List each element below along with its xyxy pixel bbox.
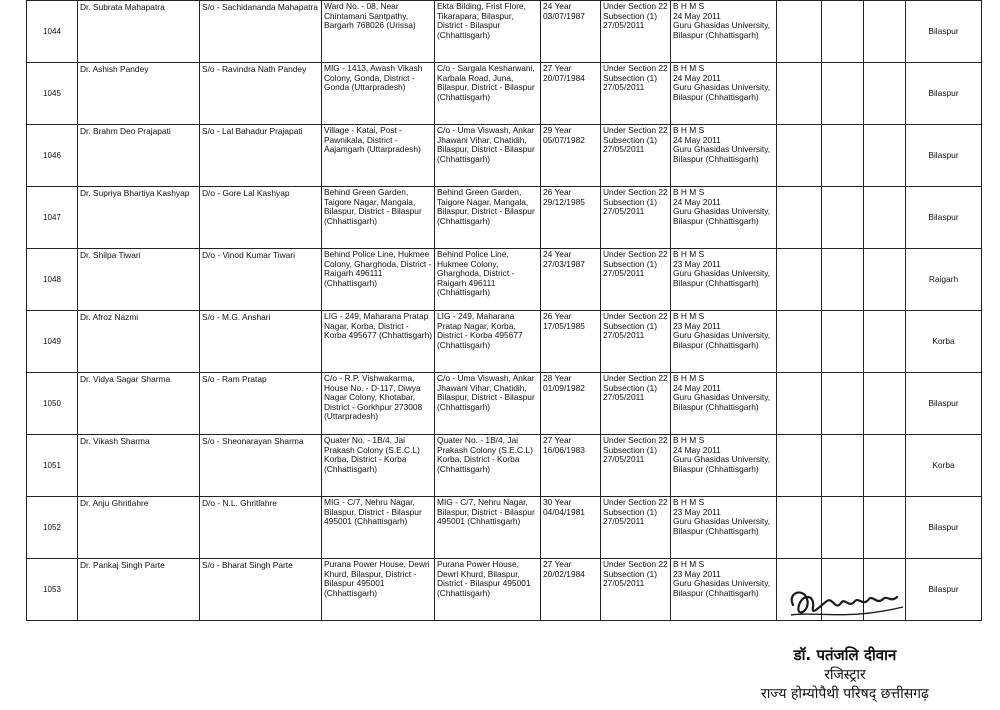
doctor-name-cell bbox=[78, 311, 200, 373]
permanent-address: Behind Police Line, Hukmee Colony, Gharghoda, District - Raigarh 496111 (Chhattisgarh) bbox=[324, 249, 432, 288]
doctor-name: Dr. Anju Ghritlahre bbox=[80, 498, 149, 508]
blank-cell-cell bbox=[864, 187, 906, 249]
qualification-cell bbox=[671, 63, 777, 125]
qualification-cell bbox=[671, 559, 777, 621]
doctor-name: Dr. Subrata Mahapatra bbox=[80, 2, 165, 12]
doctor-name: Dr. Vidya Sagar Sharma bbox=[80, 374, 171, 384]
relation-cell bbox=[200, 125, 322, 187]
blank-cell-cell bbox=[822, 497, 864, 559]
relation-cell bbox=[200, 435, 322, 497]
current-address: Purana Power House, Dewri Khurd, Bilaspur, District - Bilaspur 495001 (Chhattisgarh) bbox=[437, 559, 531, 598]
blank-cell-cell bbox=[777, 125, 822, 187]
district-cell bbox=[906, 435, 982, 497]
age-dob-age: 27 Year bbox=[543, 559, 572, 569]
table-row bbox=[27, 435, 982, 497]
registration-section-section: Under Section 22 bbox=[603, 187, 668, 197]
qualification-university: Guru Ghasidas University, Bilaspur (Chhattisgarh) bbox=[673, 392, 771, 412]
blank-cell-cell bbox=[777, 373, 822, 435]
age-dob-age: 26 Year bbox=[543, 187, 572, 197]
registration-section-reg-date: 27/05/2011 bbox=[603, 330, 645, 341]
age-dob-cell bbox=[541, 559, 601, 621]
current-address: Quater No. - 1B/4, Jai Prakash Colony (S.E.C.L) Korba, District - Korba (Chhattisgarh) bbox=[437, 435, 533, 474]
serial-number: 1050 bbox=[43, 398, 61, 408]
registration-section-reg-date: 27/05/2011 bbox=[603, 82, 645, 93]
qualification-university: Guru Ghasidas University, Bilaspur (Chhattisgarh) bbox=[673, 330, 771, 350]
blank-cell-cell bbox=[822, 435, 864, 497]
blank-cell-cell bbox=[777, 435, 822, 497]
age-dob-cell bbox=[541, 373, 601, 435]
serial-number-cell bbox=[27, 63, 78, 125]
permanent-address-cell bbox=[322, 435, 435, 497]
doctor-name-cell bbox=[78, 249, 200, 311]
permanent-address: MIG - C/7, Nehru Nagar, Bilaspur, District - Bilaspur 495001 (Chhattisgarh) bbox=[324, 497, 422, 527]
qualification-university: Guru Ghasidas University, Bilaspur (Chhattisgarh) bbox=[673, 20, 771, 40]
qualification-cell bbox=[671, 249, 777, 311]
blank-cell-cell bbox=[822, 1, 864, 63]
age-dob-cell bbox=[541, 63, 601, 125]
age-dob-cell bbox=[541, 435, 601, 497]
doctor-name-cell bbox=[78, 187, 200, 249]
blank-cell-cell bbox=[822, 187, 864, 249]
registration-section-subsection: Subsection (1) bbox=[603, 10, 657, 21]
doctor-name: Dr. Shilpa Tiwari bbox=[80, 250, 141, 260]
serial-number: 1047 bbox=[43, 212, 61, 222]
doctor-name: Dr. Ashish Pandey bbox=[80, 64, 149, 74]
registrar-designation: रजिस्ट्रार bbox=[824, 667, 866, 683]
qualification-degree: B H M S bbox=[673, 1, 705, 11]
table-row bbox=[27, 1, 982, 63]
table-row bbox=[27, 373, 982, 435]
current-address-cell bbox=[435, 559, 541, 621]
permanent-address-cell bbox=[322, 187, 435, 249]
serial-number: 1048 bbox=[43, 274, 61, 284]
age-dob-dob: 17/05/1985 bbox=[543, 320, 585, 331]
registration-section-subsection: Subsection (1) bbox=[603, 444, 657, 455]
district: Bilaspur bbox=[928, 521, 959, 532]
age-dob-age: 30 Year bbox=[543, 497, 572, 507]
age-dob-age: 27 Year bbox=[543, 435, 572, 445]
age-dob-age: 26 Year bbox=[543, 311, 572, 321]
qualification-degree-date: 24 May 2011 bbox=[673, 196, 721, 207]
qualification-cell bbox=[671, 497, 777, 559]
qualification-cell bbox=[671, 125, 777, 187]
registration-section-subsection: Subsection (1) bbox=[603, 134, 657, 145]
district: Bilaspur bbox=[928, 397, 959, 408]
registration-section-subsection: Subsection (1) bbox=[603, 320, 657, 331]
serial-number-cell bbox=[27, 249, 78, 311]
registration-table bbox=[26, 0, 982, 621]
permanent-address: LIG - 249, Maharana Pratap Nagar, Korba, District - Korba 495677 (Chhattisgarh) bbox=[324, 311, 433, 341]
doctor-name: Dr. Supriya Bhartiya Kashyap bbox=[80, 188, 190, 198]
relation: S/o - Lal Bahadur Prajapati bbox=[202, 126, 303, 136]
qualification-university: Guru Ghasidas University, Bilaspur (Chhattisgarh) bbox=[673, 578, 771, 598]
blank-cell-cell bbox=[822, 373, 864, 435]
district: Korba bbox=[932, 459, 955, 470]
registration-section-reg-date: 27/05/2011 bbox=[603, 206, 645, 217]
doctor-name: Dr. Pankaj Singh Parte bbox=[80, 560, 165, 570]
registration-section-subsection: Subsection (1) bbox=[603, 258, 657, 269]
qualification-cell bbox=[671, 435, 777, 497]
registration-section-section: Under Section 22 bbox=[603, 125, 668, 135]
district-cell bbox=[906, 187, 982, 249]
age-dob-cell bbox=[541, 187, 601, 249]
blank-cell-cell bbox=[864, 125, 906, 187]
doctor-name-cell bbox=[78, 63, 200, 125]
serial-number: 1049 bbox=[43, 336, 61, 346]
registration-section-reg-date: 27/05/2011 bbox=[603, 454, 645, 465]
qualification-degree-date: 23 May 2011 bbox=[673, 506, 721, 517]
blank-cell-cell bbox=[822, 311, 864, 373]
permanent-address-cell bbox=[322, 497, 435, 559]
age-dob-cell bbox=[541, 125, 601, 187]
registration-section-cell bbox=[601, 559, 671, 621]
age-dob-age: 27 Year bbox=[543, 63, 572, 73]
table-row bbox=[27, 125, 982, 187]
relation: D/o - Vinod Kumar Tiwari bbox=[202, 250, 295, 260]
qualification-degree: B H M S bbox=[673, 311, 705, 321]
blank-cell-cell bbox=[864, 63, 906, 125]
age-dob-dob: 05/07/1982 bbox=[543, 134, 585, 145]
age-dob-age: 28 Year bbox=[543, 373, 572, 383]
qualification-degree-date: 23 May 2011 bbox=[673, 568, 721, 579]
current-address-cell bbox=[435, 497, 541, 559]
qualification-university: Guru Ghasidas University, Bilaspur (Chhattisgarh) bbox=[673, 454, 771, 474]
doctor-name-cell bbox=[78, 373, 200, 435]
qualification-degree: B H M S bbox=[673, 497, 705, 507]
district-cell bbox=[906, 125, 982, 187]
registration-section-section: Under Section 22 bbox=[603, 373, 668, 383]
current-address-cell bbox=[435, 187, 541, 249]
registration-section-section: Under Section 22 bbox=[603, 311, 668, 321]
registration-section-cell bbox=[601, 435, 671, 497]
registration-section-cell bbox=[601, 187, 671, 249]
relation-cell bbox=[200, 373, 322, 435]
qualification-degree: B H M S bbox=[673, 187, 705, 197]
qualification-university: Guru Ghasidas University, Bilaspur (Chhattisgarh) bbox=[673, 144, 771, 164]
qualification-cell bbox=[671, 373, 777, 435]
permanent-address-cell bbox=[322, 125, 435, 187]
doctor-name-cell bbox=[78, 497, 200, 559]
registration-section-section: Under Section 22 bbox=[603, 1, 668, 11]
relation: D/o - Gore Lal Kashyap bbox=[202, 188, 290, 198]
table-row bbox=[27, 187, 982, 249]
current-address: C/o - Uma Viswash, Ankar Jhawani Vihar, Chatidih, Bilaspur, District - Bilaspur (Chhattisgarh) bbox=[437, 373, 535, 412]
registration-section-subsection: Subsection (1) bbox=[603, 382, 657, 393]
qualification-degree-date: 24 May 2011 bbox=[673, 382, 721, 393]
district-cell bbox=[906, 1, 982, 63]
relation-cell bbox=[200, 1, 322, 63]
blank-cell-cell bbox=[777, 63, 822, 125]
permanent-address-cell bbox=[322, 1, 435, 63]
registration-section-subsection: Subsection (1) bbox=[603, 506, 657, 517]
blank-cell-cell bbox=[864, 311, 906, 373]
age-dob-age: 29 Year bbox=[543, 125, 572, 135]
permanent-address: C/o - R.P. Vishwakarma, House No. - D-117, Diwya Nagar Colony, Khotabar, District - Gorkhpur 273008 (Uttarpradesh) bbox=[324, 373, 423, 422]
permanent-address-cell bbox=[322, 559, 435, 621]
permanent-address-cell bbox=[322, 373, 435, 435]
doctor-name: Dr. Vikash Sharma bbox=[80, 436, 150, 446]
age-dob-age: 24 Year bbox=[543, 249, 572, 259]
blank-cell-cell bbox=[822, 63, 864, 125]
blank-cell-cell bbox=[822, 249, 864, 311]
current-address-cell bbox=[435, 125, 541, 187]
doctor-name-cell bbox=[78, 559, 200, 621]
district: Korba bbox=[932, 335, 955, 346]
permanent-address: Ward No. - 08, Near Chintamani Santpathy, Bargarh 768026 (Urissa) bbox=[324, 1, 416, 31]
qualification-cell bbox=[671, 1, 777, 63]
relation: D/o - N.L. Ghritlahre bbox=[202, 498, 277, 508]
relation: S/o - Ravindra Nath Pandey bbox=[202, 64, 307, 74]
table-row bbox=[27, 63, 982, 125]
registration-section-cell bbox=[601, 1, 671, 63]
current-address-cell bbox=[435, 63, 541, 125]
registration-section-section: Under Section 22 bbox=[603, 497, 668, 507]
qualification-degree-date: 24 May 2011 bbox=[673, 444, 721, 455]
permanent-address: Village - Katai, Post - Pawnikala, District - Aajamgarh (Uttarpradesh) bbox=[324, 125, 421, 155]
current-address: LIG - 249, Maharana Pratap Nagar, Korba, District - Korba 495677 (Chhattisgarh) bbox=[437, 311, 523, 350]
district: Bilaspur bbox=[928, 149, 959, 160]
age-dob-cell bbox=[541, 497, 601, 559]
registration-section-cell bbox=[601, 125, 671, 187]
serial-number-cell bbox=[27, 497, 78, 559]
relation: S/o - Sachidananda Mahapatra bbox=[202, 2, 318, 12]
permanent-address: Quater No. - 1B/4, Jai Prakash Colony (S.E.C.L) Korba, District - Korba (Chhattisgarh) bbox=[324, 435, 420, 474]
registration-section-section: Under Section 22 bbox=[603, 249, 668, 259]
serial-number: 1052 bbox=[43, 522, 61, 532]
age-dob-dob: 01/09/1982 bbox=[543, 382, 585, 393]
blank-cell-cell bbox=[777, 497, 822, 559]
current-address: Behind Police Line, Hukmee Colony, Gharghoda, District - Raigarh 496111 (Chhattisgarh) bbox=[437, 249, 515, 298]
serial-number: 1053 bbox=[43, 584, 61, 594]
qualification-degree: B H M S bbox=[673, 373, 705, 383]
registration-section-section: Under Section 22 bbox=[603, 559, 668, 569]
qualification-degree: B H M S bbox=[673, 435, 705, 445]
registration-section-section: Under Section 22 bbox=[603, 63, 668, 73]
serial-number-cell bbox=[27, 187, 78, 249]
age-dob-dob: 27/03/1987 bbox=[543, 258, 585, 269]
registration-section-cell bbox=[601, 373, 671, 435]
current-address-cell bbox=[435, 1, 541, 63]
relation-cell bbox=[200, 497, 322, 559]
district-cell bbox=[906, 559, 982, 621]
registration-section-section: Under Section 22 bbox=[603, 435, 668, 445]
blank-cell-cell bbox=[777, 187, 822, 249]
relation-cell bbox=[200, 187, 322, 249]
registration-section-subsection: Subsection (1) bbox=[603, 568, 657, 579]
blank-cell-cell bbox=[777, 249, 822, 311]
registration-section-cell bbox=[601, 63, 671, 125]
registration-section-reg-date: 27/05/2011 bbox=[603, 20, 645, 31]
age-dob-age: 24 Year bbox=[543, 1, 572, 11]
serial-number-cell bbox=[27, 559, 78, 621]
district: Bilaspur bbox=[928, 583, 959, 594]
age-dob-cell bbox=[541, 1, 601, 63]
serial-number-cell bbox=[27, 125, 78, 187]
registration-section-subsection: Subsection (1) bbox=[603, 196, 657, 207]
district: Raigarh bbox=[928, 273, 959, 284]
relation-cell bbox=[200, 559, 322, 621]
serial-number: 1045 bbox=[43, 88, 61, 98]
registration-section-reg-date: 27/05/2011 bbox=[603, 516, 645, 527]
serial-number-cell bbox=[27, 311, 78, 373]
relation-cell bbox=[200, 249, 322, 311]
qualification-cell bbox=[671, 187, 777, 249]
doctor-name: Dr. Brahm Deo Prajapati bbox=[80, 126, 171, 136]
table-row bbox=[27, 311, 982, 373]
blank-cell-cell bbox=[822, 125, 864, 187]
serial-number: 1044 bbox=[43, 26, 61, 36]
qualification-cell bbox=[671, 311, 777, 373]
registration-section-reg-date: 27/05/2011 bbox=[603, 392, 645, 403]
district-cell bbox=[906, 249, 982, 311]
current-address-cell bbox=[435, 311, 541, 373]
permanent-address: MIG - 1413, Awash Vikash Colony, Gonda, District - Gonda (Uttarpradesh) bbox=[324, 63, 423, 93]
permanent-address: Behind Green Garden, Taigore Nagar, Mangala, Bilaspur, District - Bilaspur (Chhattisgarh) bbox=[324, 187, 422, 226]
age-dob-dob: 20/02/1984 bbox=[543, 568, 585, 579]
registrar-stamp bbox=[720, 645, 970, 703]
qualification-university: Guru Ghasidas University, Bilaspur (Chhattisgarh) bbox=[673, 82, 771, 102]
qualification-university: Guru Ghasidas University, Bilaspur (Chhattisgarh) bbox=[673, 268, 771, 288]
age-dob-cell bbox=[541, 249, 601, 311]
qualification-degree: B H M S bbox=[673, 63, 705, 73]
current-address-cell bbox=[435, 249, 541, 311]
blank-cell-cell bbox=[864, 249, 906, 311]
relation: S/o - Sheonarayan Sharma bbox=[202, 436, 304, 446]
registrar-name: डॉ. पतंजलि दीवान bbox=[793, 646, 897, 664]
registration-section-cell bbox=[601, 497, 671, 559]
relation-cell bbox=[200, 311, 322, 373]
current-address: Ekta Bilding, Frist Flore, Tikarapara, Bilaspur, District - Bilaspur (Chhattisgarh) bbox=[437, 1, 526, 40]
permanent-address-cell bbox=[322, 249, 435, 311]
blank-cell-cell bbox=[777, 1, 822, 63]
district-cell bbox=[906, 373, 982, 435]
age-dob-cell bbox=[541, 311, 601, 373]
registration-section-reg-date: 27/05/2011 bbox=[603, 268, 645, 279]
district: Bilaspur bbox=[928, 87, 959, 98]
serial-number-cell bbox=[27, 1, 78, 63]
blank-cell-cell bbox=[864, 497, 906, 559]
permanent-address-cell bbox=[322, 311, 435, 373]
age-dob-dob: 03/07/1987 bbox=[543, 10, 585, 21]
table-row bbox=[27, 497, 982, 559]
blank-cell-cell bbox=[777, 311, 822, 373]
current-address: C/o - Sargala Kesharwani, Karbala Road, Juna, Bilaspur, District - Bilaspur (Chhattisgarh) bbox=[437, 63, 535, 102]
serial-number-cell bbox=[27, 373, 78, 435]
age-dob-dob: 20/07/1984 bbox=[543, 72, 585, 83]
qualification-degree-date: 23 May 2011 bbox=[673, 258, 721, 269]
permanent-address-cell bbox=[322, 63, 435, 125]
council-name: राज्य होम्योपैथी परिषद् छत्तीसगढ़ bbox=[761, 686, 929, 702]
current-address-cell bbox=[435, 435, 541, 497]
doctor-name-cell bbox=[78, 1, 200, 63]
serial-number: 1051 bbox=[43, 460, 61, 470]
doctor-name: Dr. Afroz Nazmi bbox=[80, 312, 139, 322]
signature-mark bbox=[785, 585, 915, 625]
registration-section-reg-date: 27/05/2011 bbox=[603, 578, 645, 589]
current-address: MIG - C/7, Nehru Nagar, Bilaspur, District - Bilaspur 495001 (Chhattisgarh) bbox=[437, 497, 535, 527]
doctor-name-cell bbox=[78, 125, 200, 187]
current-address: C/o - Uma Viswash, Ankar Jhawani Vihar, Chatidih, Bilaspur, District - Bilaspur (Chhattisgarh) bbox=[437, 125, 535, 164]
district-cell bbox=[906, 311, 982, 373]
blank-cell-cell bbox=[864, 435, 906, 497]
age-dob-dob: 04/04/1981 bbox=[543, 506, 585, 517]
permanent-address: Purana Power House, Dewri Khurd, Bilaspur, District - Bilaspur 495001 (Chhattisgarh) bbox=[324, 559, 430, 598]
relation: S/o - M.G. Anshari bbox=[202, 312, 271, 322]
relation-cell bbox=[200, 63, 322, 125]
qualification-university: Guru Ghasidas University, Bilaspur (Chhattisgarh) bbox=[673, 516, 771, 536]
doctor-name-cell bbox=[78, 435, 200, 497]
current-address-cell bbox=[435, 373, 541, 435]
district: Bilaspur bbox=[928, 25, 959, 36]
qualification-degree-date: 24 May 2011 bbox=[673, 10, 721, 21]
qualification-degree: B H M S bbox=[673, 559, 705, 569]
registration-section-subsection: Subsection (1) bbox=[603, 72, 657, 83]
current-address: Behind Green Garden, Taigore Nagar, Mangala, Bilaspur, District - Bilaspur (Chhattisgarh) bbox=[437, 187, 535, 226]
blank-cell-cell bbox=[864, 1, 906, 63]
qualification-degree-date: 24 May 2011 bbox=[673, 134, 721, 145]
registration-section-cell bbox=[601, 311, 671, 373]
qualification-degree-date: 23 May 2011 bbox=[673, 320, 721, 331]
relation: S/o - Bharat Singh Parte bbox=[202, 560, 293, 570]
qualification-university: Guru Ghasidas University, Bilaspur (Chhattisgarh) bbox=[673, 206, 771, 226]
serial-number-cell bbox=[27, 435, 78, 497]
district-cell bbox=[906, 497, 982, 559]
table-row bbox=[27, 249, 982, 311]
district-cell bbox=[906, 63, 982, 125]
qualification-degree: B H M S bbox=[673, 125, 705, 135]
qualification-degree-date: 24 May 2011 bbox=[673, 72, 721, 83]
district: Bilaspur bbox=[928, 211, 959, 222]
registration-section-cell bbox=[601, 249, 671, 311]
qualification-degree: B H M S bbox=[673, 249, 705, 259]
serial-number: 1046 bbox=[43, 150, 61, 160]
registration-section-reg-date: 27/05/2011 bbox=[603, 144, 645, 155]
age-dob-dob: 29/12/1985 bbox=[543, 196, 585, 207]
blank-cell-cell bbox=[864, 373, 906, 435]
age-dob-dob: 16/06/1983 bbox=[543, 444, 585, 455]
relation: S/o - Ram Pratap bbox=[202, 374, 267, 384]
